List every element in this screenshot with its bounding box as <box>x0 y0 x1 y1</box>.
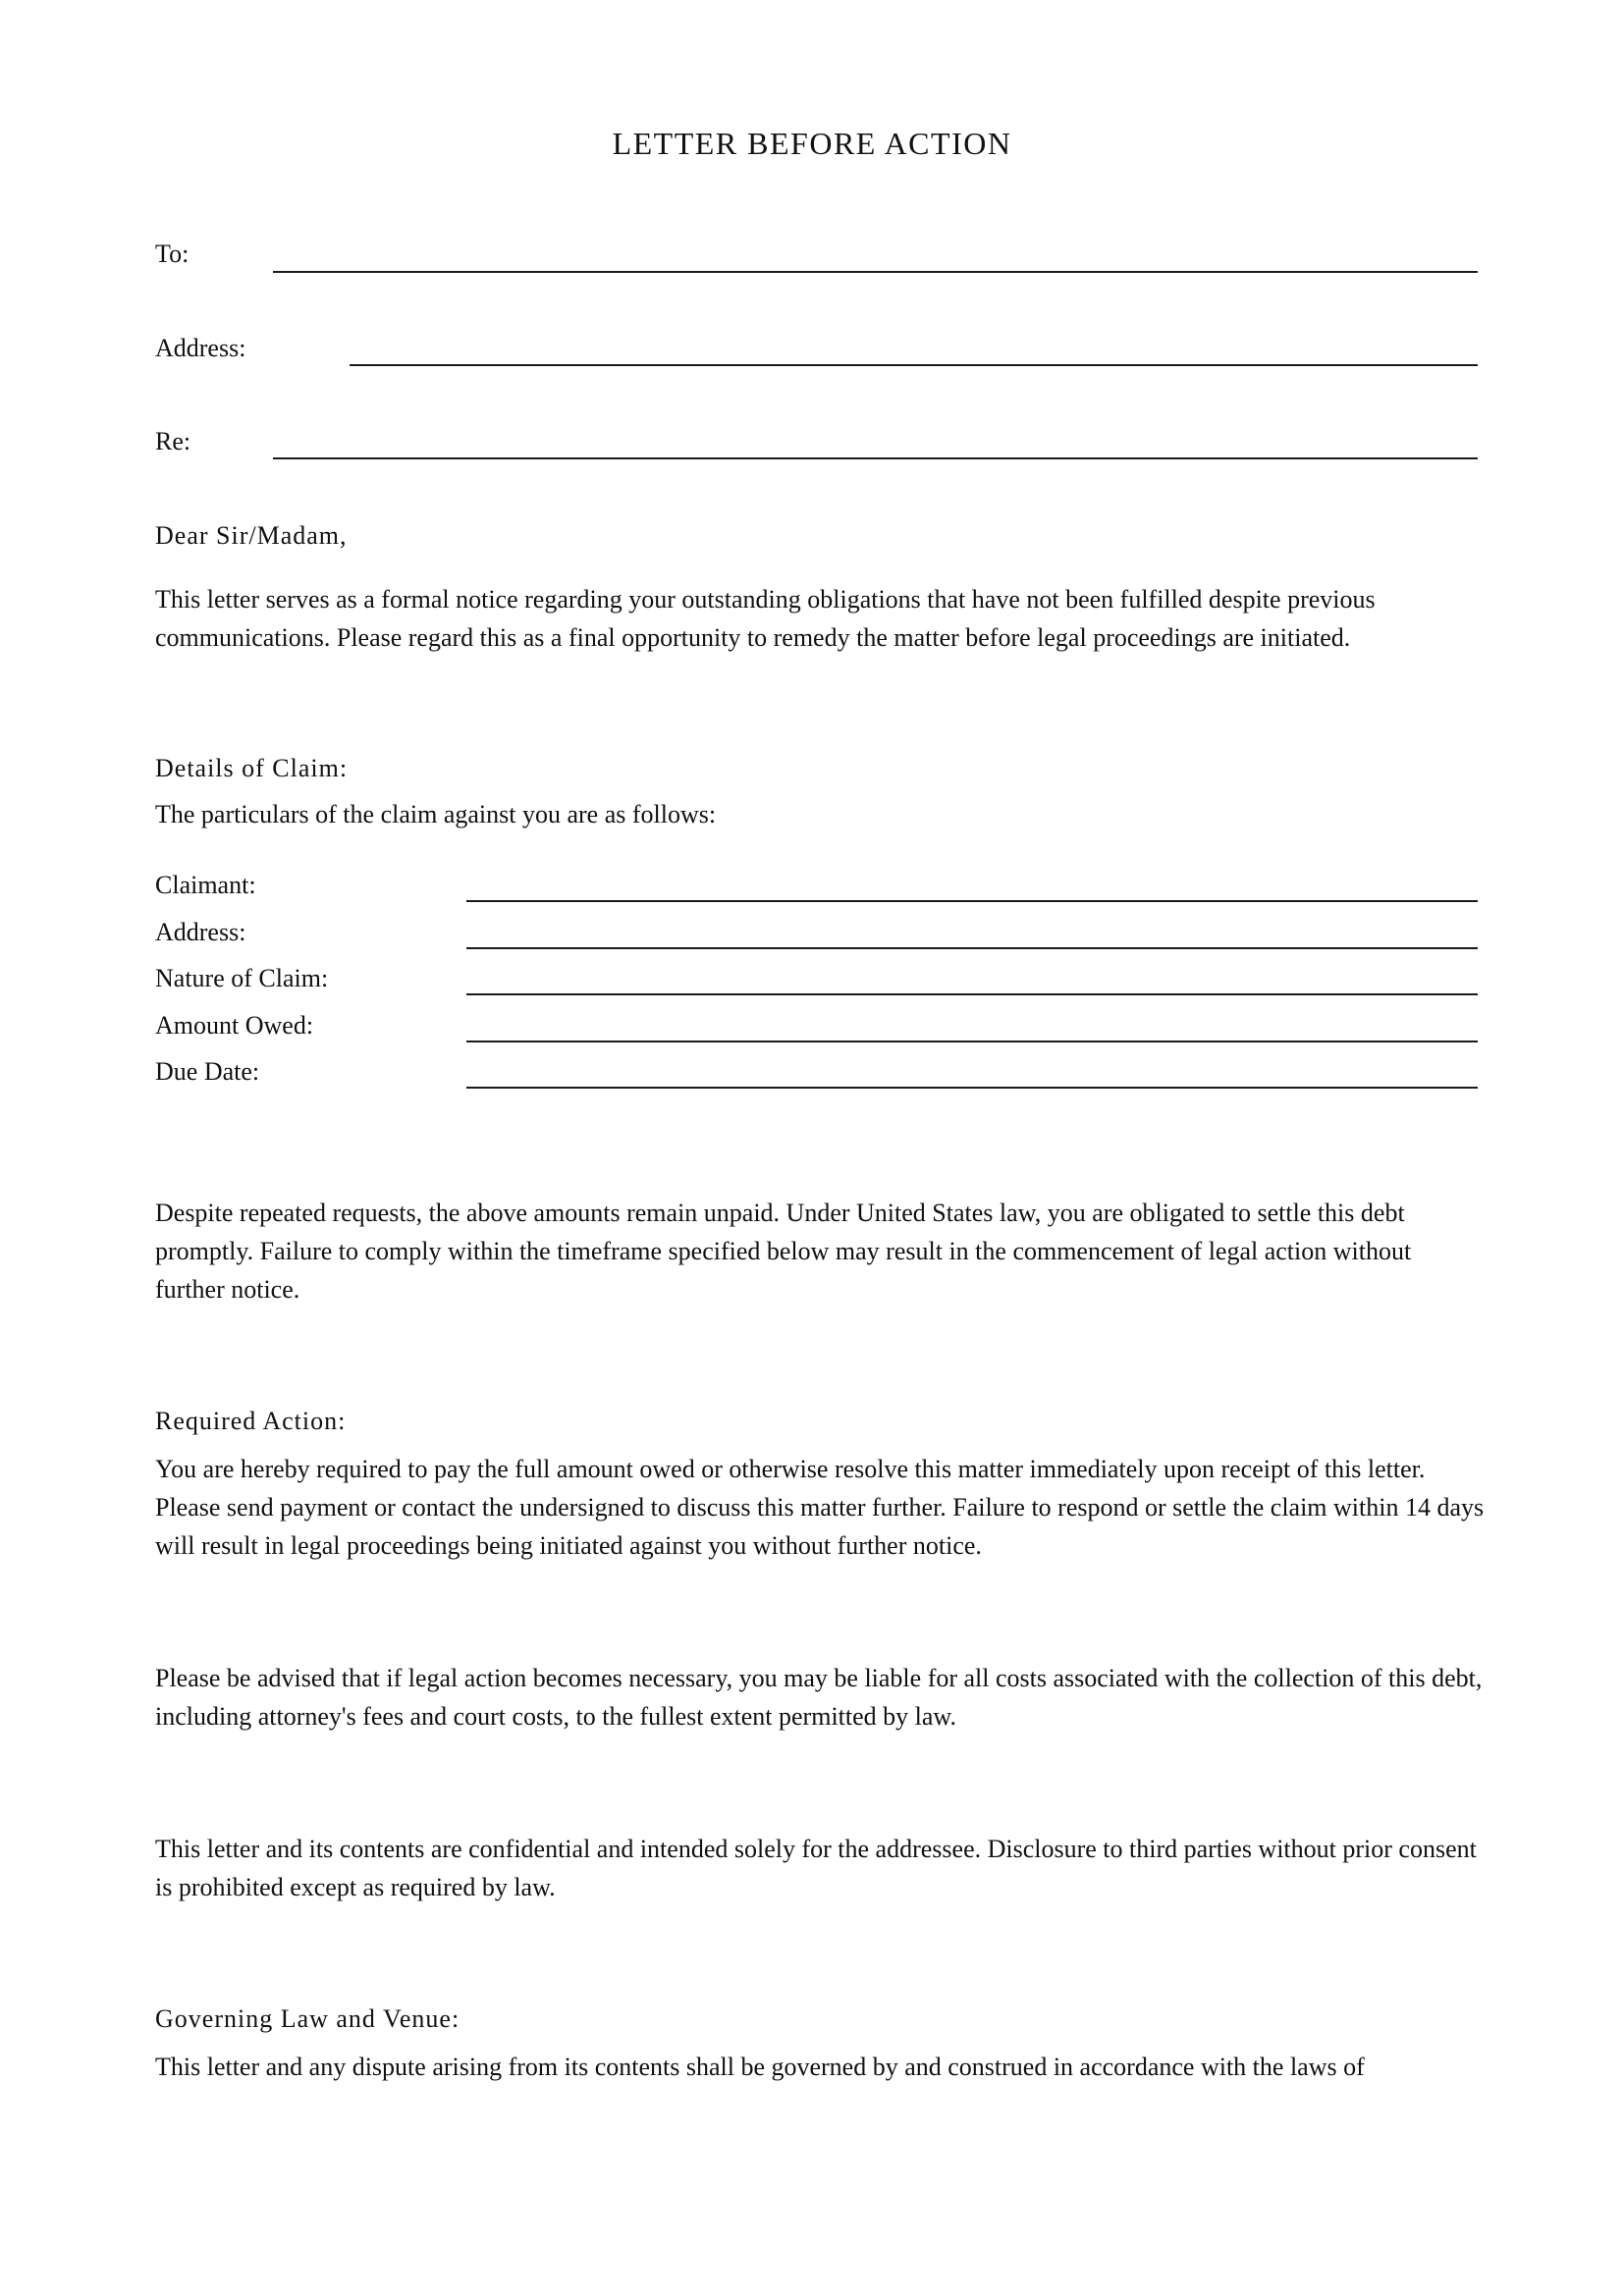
claim-address-field-line[interactable] <box>466 947 1478 949</box>
document-title: LETTER BEFORE ACTION <box>612 126 1012 161</box>
details-intro: The particulars of the claim against you are as follows: <box>155 800 717 828</box>
amount-owed-label: Amount Owed: <box>155 1011 314 1040</box>
nature-of-claim-label: Nature of Claim: <box>155 964 329 992</box>
to-field-line[interactable] <box>273 271 1478 273</box>
due-date-field-line[interactable] <box>466 1087 1478 1089</box>
governing-law-paragraph: This letter and any dispute arising from its contents shall be governed by and construed in accordance with the laws of <box>155 2053 1365 2081</box>
amount-owed-field-line[interactable] <box>466 1041 1478 1042</box>
governing-law-heading: Governing Law and Venue: <box>155 2004 460 2033</box>
claim-address-label: Address: <box>155 918 246 946</box>
nature-of-claim-field-line[interactable] <box>466 993 1478 995</box>
claimant-field-line[interactable] <box>466 900 1478 902</box>
confidential-paragraph: This letter and its contents are confidential and intended solely for the addressee. Disclosure to third parties without prior consent is prohibited except as required by law. <box>155 1835 1477 1901</box>
required-action-paragraph: You are hereby required to pay the full amount owed or otherwise resolve this matter immediately upon receipt of this letter. Please send payment or contact the undersigned to discuss this matter further. Failure to respond or settle the claim within 14 days will result in legal proceedings being initiated against you without further notice. <box>155 1455 1485 1560</box>
to-label: To: <box>155 240 189 268</box>
claimant-label: Claimant: <box>155 871 256 899</box>
re-field-line[interactable] <box>273 457 1478 459</box>
address-field-line[interactable] <box>350 364 1478 366</box>
due-date-label: Due Date: <box>155 1057 260 1086</box>
salutation: Dear Sir/Madam, <box>155 521 348 550</box>
address-label: Address: <box>155 334 246 362</box>
unpaid-paragraph: Despite repeated requests, the above amounts remain unpaid. Under United States law, you are obligated to settle this debt promptly. Failure to comply within the timeframe specified below may result in the commencement of legal action without further notice. <box>155 1199 1412 1304</box>
required-action-heading: Required Action: <box>155 1407 347 1435</box>
details-heading: Details of Claim: <box>155 754 349 782</box>
costs-paragraph: Please be advised that if legal action becomes necessary, you may be liable for all costs associated with the collection of this debt, including attorney's fees and court costs, to the fullest extent permitted by law. <box>155 1664 1483 1731</box>
intro-paragraph: This letter serves as a formal notice regarding your outstanding obligations that have not been fulfilled despite previous communications. Please regard this as a final opportunity to remedy the matter before legal proceedings are initiated. <box>155 585 1376 652</box>
re-label: Re: <box>155 427 191 455</box>
